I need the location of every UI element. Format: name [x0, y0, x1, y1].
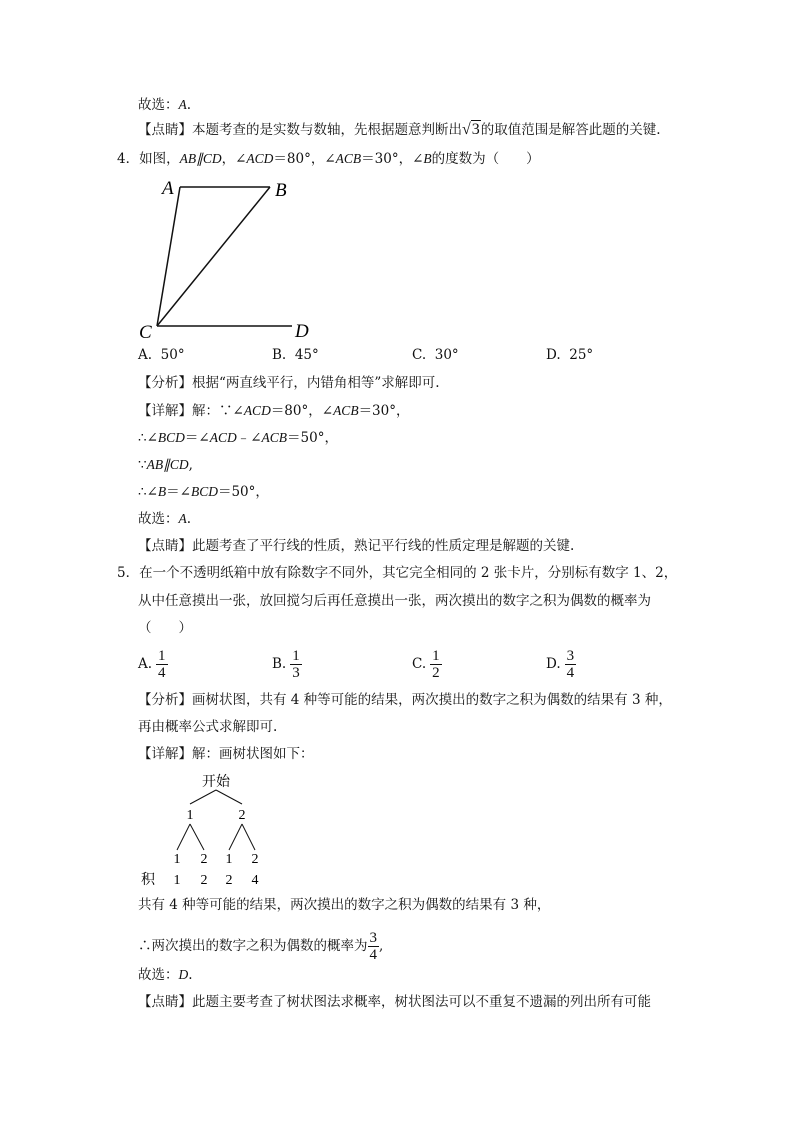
option-letter: D.: [546, 347, 561, 363]
option-fraction: [430, 648, 442, 681]
branch-root-2: [216, 790, 242, 804]
xiangjie-q4: [138, 402, 410, 420]
step-text: ＝50°，: [217, 484, 269, 500]
xj-acb: ACB: [333, 403, 359, 418]
step-text: ∴∠: [138, 430, 158, 446]
option-letter: B.: [272, 656, 287, 672]
q4-text: 如图，: [139, 151, 180, 167]
sqrt-3: √3: [462, 121, 480, 138]
result-line-2: [138, 928, 383, 964]
step-ab-cd: AB∥CD: [146, 457, 189, 472]
answer-line-q4: [138, 510, 191, 528]
option-b: [272, 648, 302, 681]
step-b: B: [157, 484, 167, 499]
sqrt-radicand: 3: [471, 121, 480, 138]
step-acb: ACB: [261, 430, 288, 445]
numerator: 3: [369, 930, 377, 946]
option-a: [138, 347, 185, 363]
option-value: 30°: [434, 347, 459, 363]
numerator: 1: [432, 648, 440, 664]
option-value: 45°: [294, 347, 319, 363]
step-text: ,: [188, 457, 193, 473]
q5-text: 在一个不透明纸箱中放有除数字不同外，其它完全相同的 2 张卡片，分别标有数字 1、2，: [139, 565, 678, 581]
step-text: ＝∠: [184, 430, 210, 446]
branch-root-1: [190, 790, 216, 804]
label-a: A: [162, 178, 174, 199]
tree-node-1: 1: [186, 808, 194, 823]
question-5-line-1: [117, 564, 677, 582]
answer-line-q3: [138, 96, 191, 114]
geometry-figure: [130, 172, 330, 350]
q4-text: ，∠: [221, 151, 247, 167]
option-letter: D.: [546, 656, 561, 672]
question-number: 5．: [117, 565, 140, 581]
step-2: [138, 456, 193, 474]
branch-2-1: [229, 824, 242, 850]
denominator: 3: [292, 665, 300, 681]
product-label: 积: [141, 873, 155, 888]
option-letter: B.: [272, 347, 287, 363]
step-text: ∵: [138, 457, 147, 473]
option-letter: C.: [412, 347, 427, 363]
tree-leaf: 1: [225, 852, 233, 867]
fenxi-q5-line-1: 【分析】画树状图，共有 4 种等可能的结果，两次摸出的数字之积为偶数的结果有 3 种，: [138, 692, 672, 708]
result-line-1: 共有 4 种等可能的结果，两次摸出的数字之积为偶数的结果有 3 种，: [138, 897, 551, 913]
branch-2-2: [242, 824, 255, 850]
fenxi-q4: 【分析】根据“两直线平行，内错角相等”求解即可.: [138, 375, 440, 391]
answer-label: 故选：: [138, 511, 179, 527]
tree-node-2: 2: [238, 808, 246, 823]
option-c: [412, 648, 442, 681]
result-text: ∴两次摸出的数字之积为偶数的概率为: [138, 938, 368, 954]
question-5-line-2: 从中任意摸出一张，放回搅匀后再任意摸出一张，两次摸出的数字之积为偶数的概率为: [138, 593, 651, 609]
step-bcd: BCD: [157, 430, 185, 445]
label-d: D: [295, 321, 309, 342]
xj-text: 【详解】解：∵∠: [138, 403, 244, 419]
step-1: [138, 429, 338, 447]
branch-1-1: [177, 824, 190, 850]
comma: ,: [379, 938, 384, 954]
tree-leaf: 1: [173, 852, 181, 867]
period: .: [186, 511, 192, 527]
answer-value: A: [178, 511, 187, 526]
option-letter: C.: [412, 656, 427, 672]
q4-text: ＝80°，∠: [273, 151, 336, 167]
period: .: [186, 97, 192, 113]
step-text: ﹣∠: [236, 430, 262, 446]
step-text: ＝∠: [166, 484, 191, 500]
tree-diagram: [135, 770, 285, 890]
q4-acd: ACD: [246, 151, 274, 166]
answer-value: A: [178, 97, 187, 112]
tree-product: 2: [225, 873, 233, 888]
tree-product: 4: [251, 873, 259, 888]
option-b: [272, 347, 319, 363]
option-value: 50°: [160, 347, 185, 363]
label-b: B: [275, 180, 287, 201]
answer-label: 故选：: [138, 97, 179, 113]
step-text: ＝50°，: [287, 430, 338, 446]
denominator: 4: [158, 665, 166, 681]
option-fraction: [156, 648, 168, 681]
option-c: [412, 347, 459, 363]
xj-text: ＝30°，: [358, 403, 410, 419]
dianjing-q5: 【点睛】此题主要考查了树状图法求概率，树状图法可以不重复不遗漏的列出所有可能: [138, 994, 651, 1010]
question-5-line-3: （ ）: [138, 620, 192, 636]
tree-leaf: 2: [251, 852, 259, 867]
answer-line-q5: [138, 966, 193, 984]
segment-bc: [157, 187, 270, 326]
tree-leaf: 2: [200, 852, 208, 867]
numerator: 3: [566, 648, 575, 664]
q4-text: ＝30°，∠: [361, 151, 424, 167]
option-d: [546, 648, 576, 681]
step-text: ∴∠: [138, 484, 158, 500]
tree-root: 开始: [202, 775, 230, 790]
option-d: [546, 347, 593, 363]
step-acd: ACD: [209, 430, 237, 445]
q4-text: 的度数为（ ）: [431, 151, 540, 167]
step-3: [138, 483, 269, 501]
xj-acd: ACD: [243, 403, 271, 418]
answer-label: 故选：: [138, 967, 179, 983]
numerator: 1: [158, 648, 166, 664]
q4-acb: ACB: [335, 151, 362, 166]
period: .: [188, 967, 193, 983]
option-value: 25°: [569, 347, 594, 363]
answer-value: D: [178, 967, 189, 982]
denominator: 2: [432, 665, 440, 681]
option-a: [138, 648, 168, 681]
option-fraction: [565, 648, 577, 681]
tree-product: 1: [173, 873, 181, 888]
numerator: 1: [292, 648, 300, 664]
question-4: [117, 150, 540, 168]
segment-ac: [157, 187, 180, 326]
tree-product: 2: [200, 873, 208, 888]
denominator: 4: [369, 947, 377, 963]
dianjing-text-end: 的取值范围是解答此题的关键.: [480, 122, 661, 138]
step-bcd: BCD: [190, 484, 218, 499]
branch-1-2: [190, 824, 204, 850]
xiangjie-q5: 【详解】解：画树状图如下：: [138, 746, 314, 762]
denominator: 4: [566, 665, 575, 681]
fenxi-q5-line-2: 再由概率公式求解即可.: [138, 719, 278, 735]
option-letter: A.: [138, 347, 153, 363]
probability-fraction: [368, 930, 380, 963]
option-letter: A.: [138, 656, 153, 672]
xj-text: ＝80°，∠: [270, 403, 334, 419]
dianjing-q3: [138, 121, 661, 139]
dianjing-text: 【点睛】本题考查的是实数与数轴，先根据题意判断出: [138, 122, 462, 138]
dianjing-q4: 【点睛】此题考查了平行线的性质，熟记平行线的性质定理是解题的关键.: [138, 538, 575, 554]
q4-ab-cd: AB∥CD: [179, 151, 222, 166]
label-c: C: [139, 322, 152, 343]
q4-b: B: [423, 151, 432, 166]
question-number: 4．: [117, 151, 140, 167]
option-fraction: [290, 648, 302, 681]
